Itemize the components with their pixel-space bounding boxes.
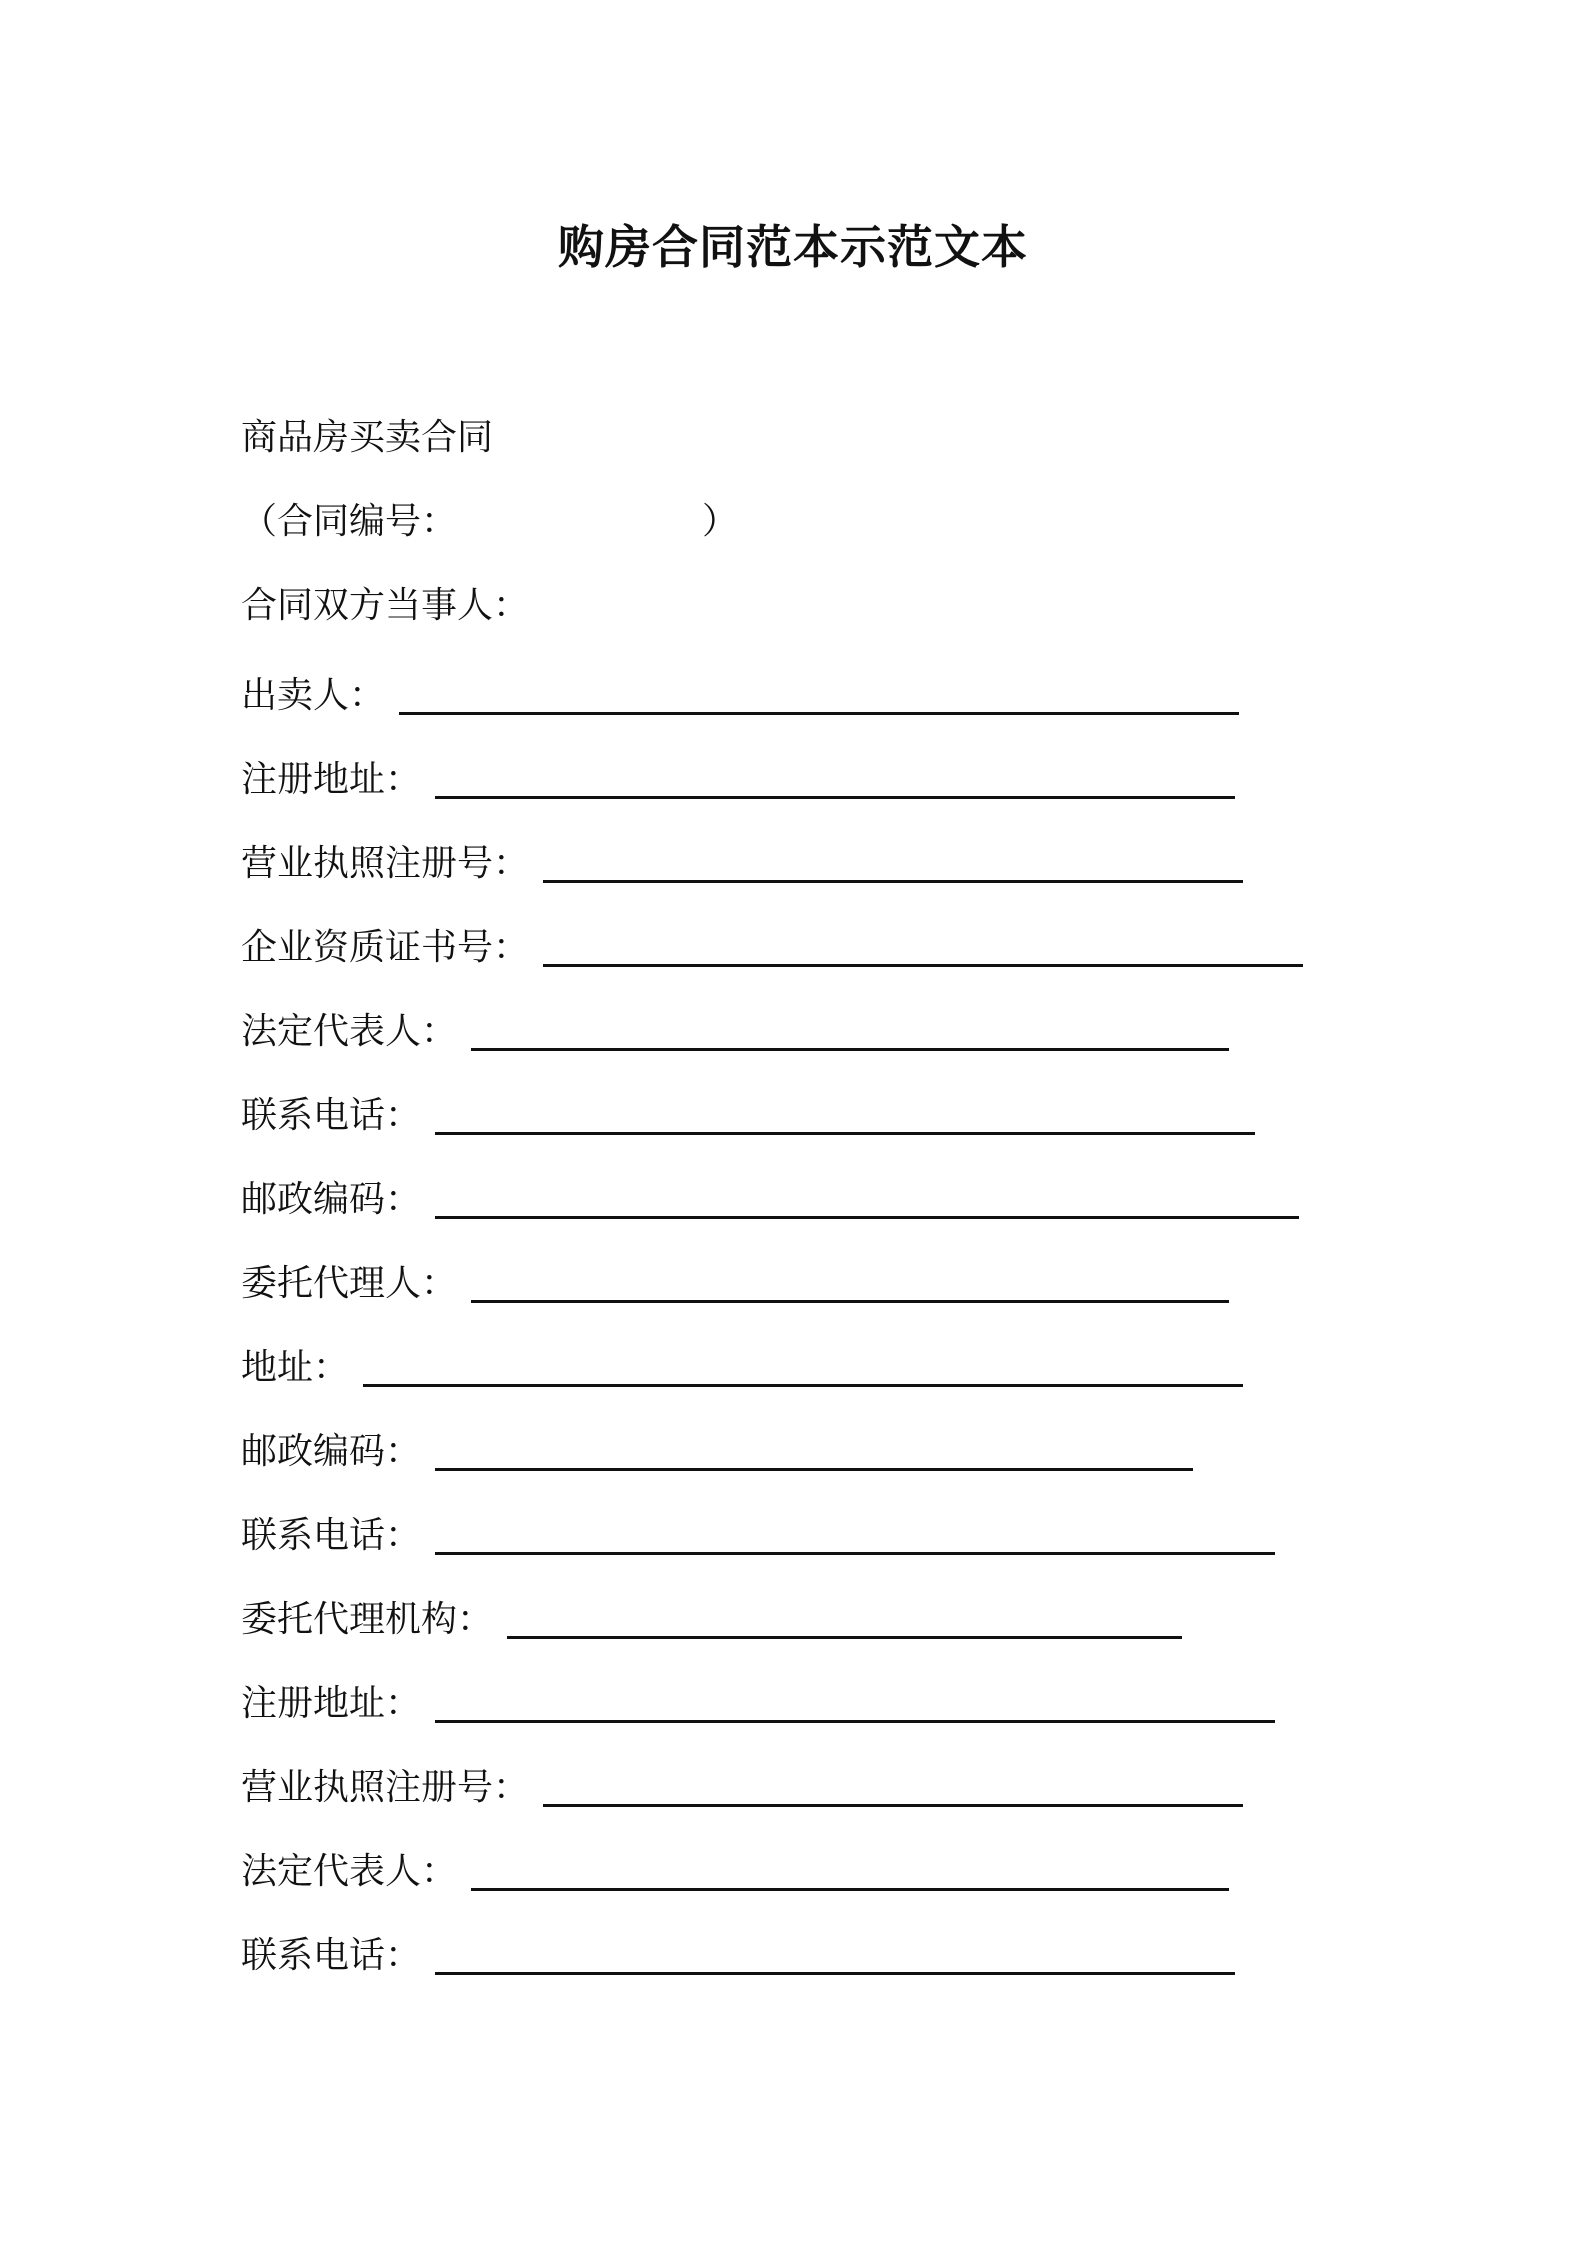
contract-heading: 商品房买卖合同 [241, 417, 494, 458]
agent-label: 委托代理人： [241, 1263, 458, 1304]
agency-phone-blank[interactable] [435, 1926, 1235, 1975]
agency-blank[interactable] [507, 1590, 1182, 1639]
agency-license-blank[interactable] [543, 1758, 1243, 1807]
seller-legal-rep-line [241, 1002, 1371, 1086]
agent-address-line [241, 1338, 1371, 1422]
seller-legal-rep-blank[interactable] [471, 1002, 1229, 1051]
contract-number-open: （合同编号： [241, 501, 458, 542]
agency-phone-line [241, 1926, 1371, 2010]
parties-heading-line [241, 576, 1371, 666]
agency-label: 委托代理机构： [241, 1599, 494, 1640]
contract-body [241, 408, 1371, 2010]
document-title: 购房合同范本示范文本 [558, 220, 1028, 274]
agent-postal-label: 邮政编码： [241, 1431, 422, 1472]
seller-legal-rep-label: 法定代表人： [241, 1011, 458, 1052]
seller-address-line [241, 750, 1371, 834]
agency-address-label: 注册地址： [241, 1683, 422, 1724]
seller-phone-line [241, 1086, 1371, 1170]
agent-blank[interactable] [471, 1254, 1229, 1303]
agency-legal-rep-label: 法定代表人： [241, 1851, 458, 1892]
seller-label: 出卖人： [241, 675, 386, 716]
agency-legal-rep-line [241, 1842, 1371, 1926]
agency-license-label: 营业执照注册号： [241, 1767, 530, 1808]
agent-postal-blank[interactable] [435, 1422, 1193, 1471]
agency-license-line [241, 1758, 1371, 1842]
contract-heading-line [241, 408, 1371, 492]
agency-address-line [241, 1674, 1371, 1758]
agent-line [241, 1254, 1371, 1338]
agency-address-blank[interactable] [435, 1674, 1275, 1723]
seller-postal-label: 邮政编码： [241, 1179, 422, 1220]
parties-heading: 合同双方当事人： [241, 585, 530, 626]
seller-license-blank[interactable] [543, 834, 1243, 883]
seller-license-line [241, 834, 1371, 918]
agency-line [241, 1590, 1371, 1674]
agent-address-blank[interactable] [363, 1338, 1243, 1387]
agent-postal-line [241, 1422, 1371, 1506]
seller-qualification-blank[interactable] [543, 918, 1303, 967]
agent-address-label: 地址： [241, 1347, 350, 1388]
contract-number-line [241, 492, 1371, 576]
agency-legal-rep-blank[interactable] [471, 1842, 1229, 1891]
seller-postal-line [241, 1170, 1371, 1254]
seller-blank[interactable] [399, 666, 1239, 715]
seller-qualification-line [241, 918, 1371, 1002]
contract-number-close: ） [702, 501, 739, 542]
seller-line [241, 666, 1371, 750]
seller-phone-blank[interactable] [435, 1086, 1255, 1135]
seller-postal-blank[interactable] [435, 1170, 1299, 1219]
agent-phone-blank[interactable] [435, 1506, 1275, 1555]
contract-number [241, 492, 738, 552]
agent-phone-label: 联系电话： [241, 1515, 422, 1556]
seller-phone-label: 联系电话： [241, 1095, 422, 1136]
seller-address-label: 注册地址： [241, 759, 422, 800]
agent-phone-line [241, 1506, 1371, 1590]
seller-qualification-label: 企业资质证书号： [241, 927, 530, 968]
seller-address-blank[interactable] [435, 750, 1235, 799]
agency-phone-label: 联系电话： [241, 1935, 422, 1976]
seller-license-label: 营业执照注册号： [241, 843, 530, 884]
